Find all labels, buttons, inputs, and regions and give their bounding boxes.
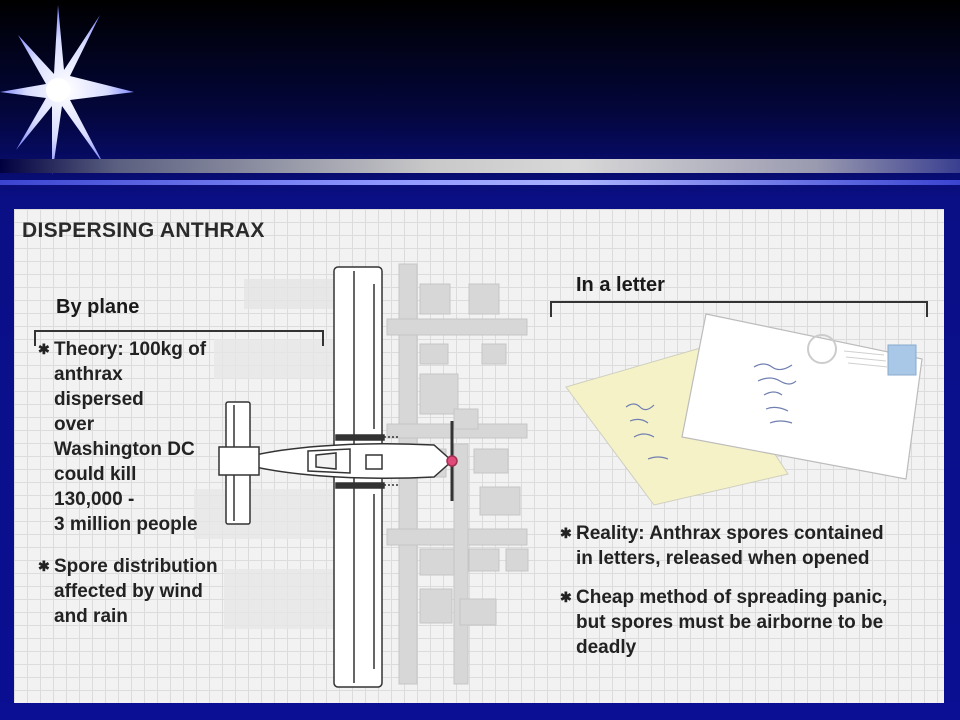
header-rule (0, 159, 960, 173)
plane-section-heading: By plane (56, 296, 140, 318)
anthrax-diagram-panel (14, 209, 944, 703)
plane-bullet-spore-distribution: ✱ Spore distribution affected by wind and rain (38, 556, 218, 627)
star-burst-icon (0, 0, 150, 180)
header-rule-thin (0, 180, 960, 185)
plane-bullet-theory: ✱ Theory: 100kg of anthrax dispersed over Washington DC could kill 130,000 - 3 million people (38, 339, 207, 535)
letter-bullet-reality: ✱ Reality: Anthrax spores contained in letters, released when opened (560, 523, 884, 569)
letter-bullet-cheap-method: ✱ Cheap method of spreading panic, but spores must be airborne to be deadly (560, 587, 888, 658)
letter-section-bracket (550, 301, 928, 317)
letter-section-heading: In a letter (576, 274, 665, 296)
diagram-title: DISPERSING ANTHRAX (22, 219, 265, 242)
